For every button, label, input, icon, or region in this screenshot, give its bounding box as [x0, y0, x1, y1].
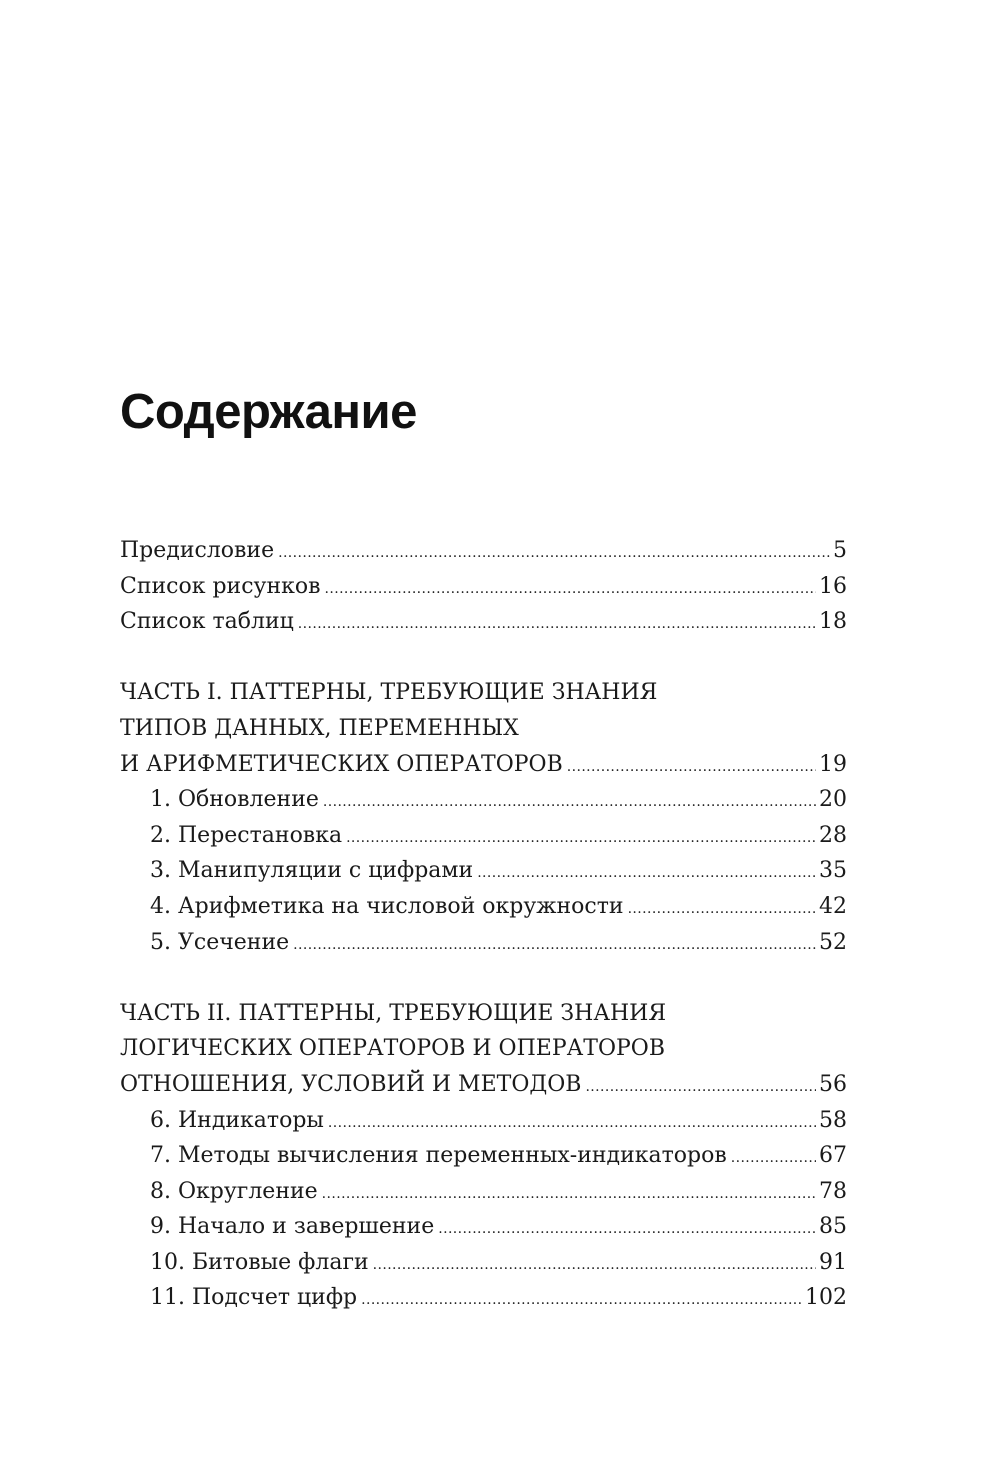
toc-entry-label: 9. Начало и завершение [150, 1214, 435, 1240]
toc-entry-chapter-6[interactable] [120, 1103, 847, 1139]
toc-entry-part-1[interactable] [120, 747, 847, 783]
toc-entry-figures[interactable] [120, 569, 847, 605]
leader-dots [628, 892, 816, 928]
table-of-contents [120, 533, 847, 1316]
part-2-title-line-2[interactable]: ЛОГИЧЕСКИХ ОПЕРАТОРОВ И ОПЕРАТОРОВ [120, 1036, 666, 1062]
toc-entry-label: 5. Усечение [150, 929, 290, 955]
toc-entry-label: 10. Битовые флаги [150, 1249, 369, 1275]
leader-dots [298, 607, 816, 643]
leader-dots [567, 750, 816, 786]
leader-dots [325, 572, 816, 608]
part-2-title-line-3: ОТНОШЕНИЯ, УСЛОВИЙ И МЕТОДОВ [120, 1071, 582, 1097]
toc-entry-page: 102 [805, 1285, 847, 1311]
leader-dots [373, 1248, 816, 1284]
toc-entry-page: 5 [833, 538, 847, 563]
toc-entry-page: 56 [819, 1071, 847, 1097]
toc-entry-page: 78 [819, 1178, 847, 1204]
toc-entry-label: 4. Арифметика на числовой окружности [150, 893, 624, 919]
leader-dots [328, 1106, 816, 1142]
toc-entry-label: 2. Перестановка [150, 822, 343, 848]
leader-dots [323, 785, 816, 821]
toc-entry-page: 42 [819, 893, 847, 919]
toc-entry-chapter-5[interactable] [120, 925, 847, 961]
part-1-title-line-3: И АРИФМЕТИЧЕСКИХ ОПЕРАТОРОВ [120, 751, 563, 777]
toc-entry-chapter-3[interactable] [120, 853, 847, 889]
toc-entry-page: 67 [819, 1143, 847, 1169]
part-1-title-line-2[interactable]: ТИПОВ ДАННЫХ, ПЕРЕМЕННЫХ [120, 715, 519, 741]
toc-entry-label: Список рисунков [120, 573, 321, 599]
leader-dots [731, 1141, 816, 1177]
toc-page [120, 0, 847, 1467]
toc-entry-chapter-2[interactable] [120, 818, 847, 854]
toc-entry-page: 20 [819, 787, 847, 813]
toc-entry-page: 19 [819, 751, 847, 777]
toc-entry-chapter-7[interactable] [120, 1138, 847, 1174]
leader-dots [322, 1177, 816, 1213]
toc-entry-part-2[interactable] [120, 1067, 847, 1103]
leader-dots [585, 1070, 816, 1106]
toc-entry-label: 6. Индикаторы [150, 1107, 324, 1133]
toc-entry-chapter-11[interactable] [120, 1280, 847, 1316]
toc-entry-chapter-4[interactable] [120, 889, 847, 925]
toc-entry-label: 1. Обновление [150, 787, 319, 813]
toc-entry-chapter-8[interactable] [120, 1174, 847, 1210]
toc-entry-chapter-9[interactable] [120, 1209, 847, 1245]
toc-entry-page: 35 [819, 858, 847, 884]
part-2-title-line-1[interactable]: ЧАСТЬ II. ПАТТЕРНЫ, ТРЕБУЮЩИЕ ЗНАНИЯ [120, 1000, 667, 1026]
toc-entry-label: 11. Подсчет цифр [150, 1285, 358, 1311]
toc-entry-chapter-10[interactable] [120, 1245, 847, 1281]
toc-entry-label: 8. Округление [150, 1178, 318, 1204]
toc-entry-page: 28 [819, 822, 847, 848]
toc-entry-page: 52 [819, 929, 847, 955]
toc-entry-page: 85 [819, 1214, 847, 1240]
part-1-title-line-1[interactable]: ЧАСТЬ I. ПАТТЕРНЫ, ТРЕБУЮЩИЕ ЗНАНИЯ [120, 680, 658, 706]
toc-entry-label: Предисловие [120, 538, 275, 563]
section-spacer [120, 960, 847, 996]
leader-dots [293, 928, 816, 964]
toc-entry-label: Список таблиц [120, 609, 294, 635]
leader-dots [477, 856, 816, 892]
leader-dots [346, 821, 816, 857]
leader-dots [361, 1283, 802, 1319]
toc-entry-page: 16 [819, 573, 847, 599]
toc-entry-page: 58 [819, 1107, 847, 1133]
toc-entry-label: 7. Методы вычисления переменных-индикаторов [150, 1143, 727, 1169]
toc-entry-page: 91 [819, 1249, 847, 1275]
toc-entry-tables[interactable] [120, 604, 847, 640]
leader-dots [438, 1212, 816, 1248]
toc-entry-label: 3. Манипуляции с цифрами [150, 858, 474, 884]
toc-entry-preface[interactable] [120, 533, 847, 569]
section-spacer [120, 640, 847, 676]
toc-entry-page: 18 [819, 609, 847, 635]
toc-entry-chapter-1[interactable] [120, 782, 847, 818]
page-title: Содержание [120, 385, 417, 439]
leader-dots [278, 536, 830, 572]
